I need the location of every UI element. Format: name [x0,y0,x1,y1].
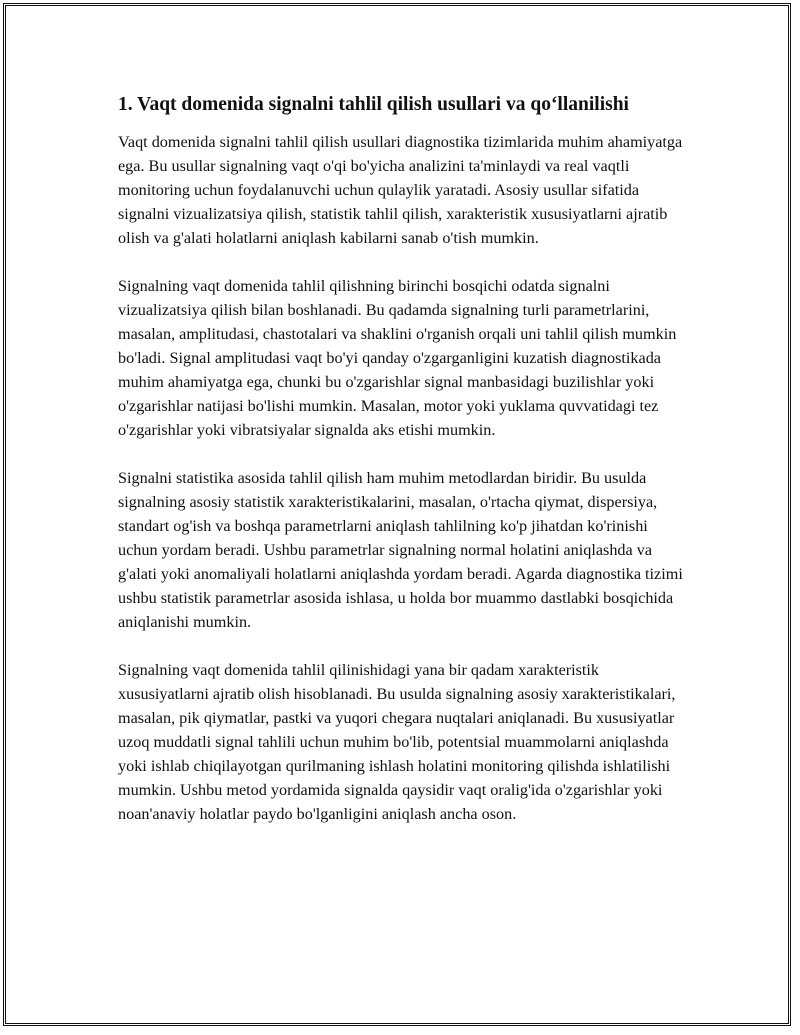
document-body [118,92,688,850]
paragraph-statistics: Signalni statistika asosida tahlil qilish ham muhim metodlardan biridir. Bu usulda signalning asosiy statistik xarakteristikalarini, masalan, o'rtacha qiymat, dispersiya, standart og'ish va boshqa parametrlarni aniqlash tahlilning ko'p jihatdan ko'rinishi uchun yordam beradi. Ushbu parametrlar signalning normal holatini aniqlashda va g'alati yoki anomaliyali holatlarni aniqlashda yordam beradi. Agarda diagnostika tizimi ushbu statistik parametrlar asosida ishlasa, u holda bor muammo dastlabki bosqichida aniqlanishi mumkin. [118,469,683,631]
section-heading: 1. Vaqt domenida signalni tahlil qilish usullari va qo‘llanilishi [118,94,629,115]
paragraph-visualization: Signalning vaqt domenida tahlil qilishning birinchi bosqichi odatda signalni vizualizatsiya qilish bilan boshlanadi. Bu qadamda signalning turli parametrlarini, masalan, amplitudasi, chastotalari va shaklini o'rganish orqali uni tahlil qilish mumkin bo'ladi. Signal amplitudasi vaqt bo'yi qanday o'zgarganligini kuzatish diagnostikada muhim ahamiyatga ega, chunki bu o'zgarishlar signal manbasidagi buzilishlar yoki o'zgarishlar natijasi bo'lishi mumkin. Masalan, motor yoki yuklama quvvatidagi tez o'zgarishlar yoki vibratsiyalar signalda aks etishi mumkin. [118,277,677,439]
paragraph-feature-extraction: Signalning vaqt domenida tahlil qilinishidagi yana bir qadam xarakteristik xususiyatlarni ajratib olish hisoblanadi. Bu usulda signalning asosiy xarakteristikalari, masalan, pik qiymatlar, pastki va yuqori chegara nuqtalari aniqlanadi. Bu xususiyatlar uzoq muddatli signal tahlili uchun muhim bo'lib, potentsial muammolarni aniqlashda yoki ishlab chiqilayotgan qurilmaning ishlash holatini monitoring qilishda ishlatilishi mumkin. Ushbu metod yordamida signalda qaysidir vaqt oralig'ida o'zgarishlar yoki noan'anaviy holatlar paydo bo'lganligini aniqlash ancha oson. [118,661,676,823]
paragraph-intro: Vaqt domenida signalni tahlil qilish usullari diagnostika tizimlarida muhim ahamiyatga ega. Bu usullar signalning vaqt o'qi bo'yicha analizini ta'minlaydi va real vaqtli monitoring uchun foydalanuvchi uchun qulaylik yaratadi. Asosiy usullar sifatida signalni vizualizatsiya qilish, statistik tahlil qilish, xarakteristik xususiyatlarni ajratib olish va g'alati holatlarni aniqlash kabilarni sanab o'tish mumkin. [118,133,683,247]
